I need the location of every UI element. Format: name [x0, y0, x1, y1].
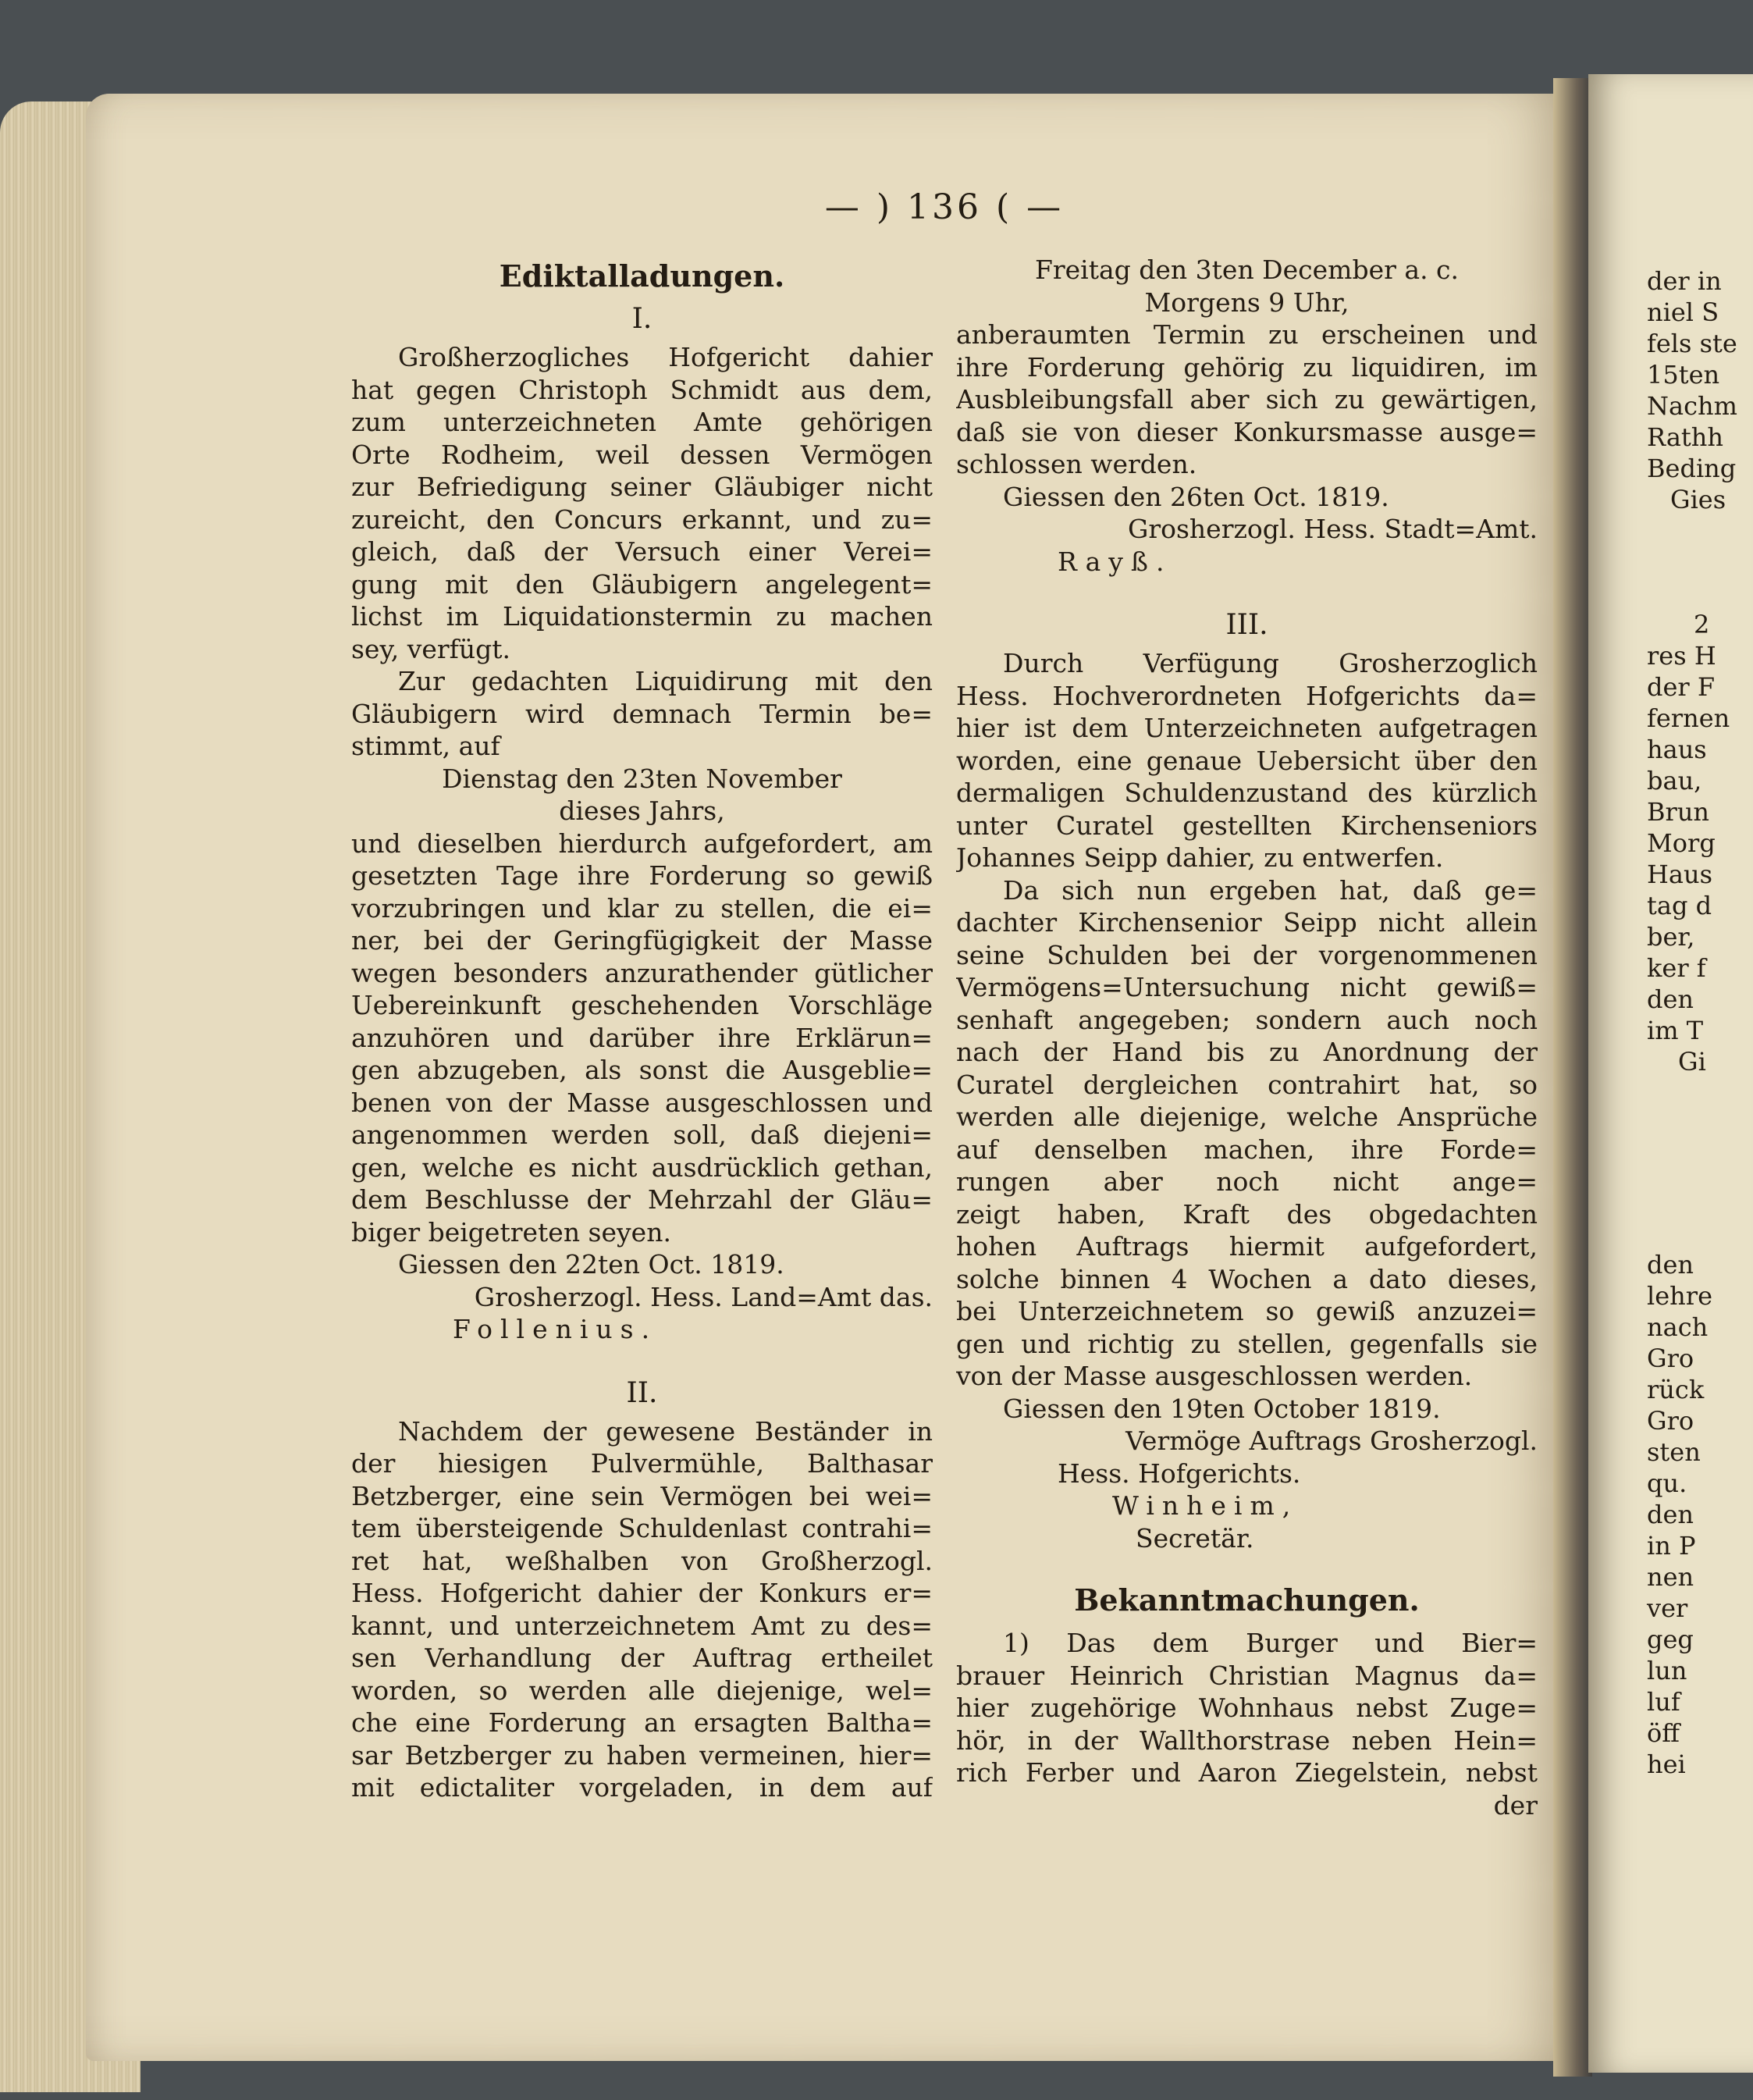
fragment-line: Haus — [1647, 860, 1713, 889]
text-line: gesetzten Tage ihre Forderung so gewiß — [351, 860, 933, 891]
fragment-line: nach — [1647, 1312, 1709, 1342]
text-line: rungen aber noch nicht ange= — [956, 1166, 1538, 1197]
fragment-line: der F — [1647, 672, 1716, 702]
fragment-line: fernen — [1647, 703, 1730, 733]
section-number-2: II. — [626, 1376, 658, 1409]
text-line: hier ist dem Unterzeichneten aufgetragen — [956, 713, 1538, 743]
text-line: sen Verhandlung der Auftrag ertheilet — [351, 1643, 933, 1673]
fragment-line: rück — [1647, 1375, 1705, 1404]
text-line: worden, so werden alle diejenige, wel= — [351, 1675, 933, 1706]
text-line: dachter Kirchensenior Seipp nicht allein — [956, 907, 1538, 938]
authority-line: Grosherzogl. Hess. Land=Amt das. — [474, 1281, 933, 1312]
signature-line: Follenius. — [453, 1314, 658, 1344]
fragment-line: Gro — [1647, 1344, 1694, 1373]
section-number-1: I. — [631, 303, 652, 335]
text-line: dem Beschlusse der Mehrzahl der Gläu= — [351, 1184, 933, 1215]
text-line: schlossen werden. — [956, 449, 1197, 479]
right-column — [956, 254, 1538, 1821]
signature-title: Secretär. — [1136, 1522, 1254, 1554]
text-line: Da sich nun ergeben hat, daß ge= — [1003, 874, 1538, 906]
text-line: Uebereinkunft geschehenden Vorschläge — [351, 990, 933, 1020]
catchword: der — [1493, 1789, 1538, 1821]
text-line: sey, verfügt. — [351, 633, 510, 664]
date-place-line: Giessen den 22ten Oct. 1819. — [398, 1249, 784, 1280]
date-place-line: Giessen den 26ten Oct. 1819. — [1003, 481, 1389, 512]
page-number: — ) 136 ( — — [824, 187, 1065, 227]
text-line: dermaligen Schuldenzustand des kürzlich — [956, 778, 1538, 808]
fragment-line: nen — [1647, 1562, 1694, 1592]
text-line: wegen besonders anzurathender gütlicher — [351, 957, 933, 988]
fragment-line: Gies — [1670, 485, 1726, 514]
fragment-line: Beding — [1647, 454, 1737, 483]
text-line: 1) Das dem Burger und Bier= — [1003, 1628, 1538, 1658]
fragment-line: den — [1647, 984, 1694, 1014]
section-2-continuation — [956, 254, 1538, 578]
section-3-text — [956, 647, 1538, 1554]
book-gutter — [1553, 78, 1592, 2077]
next-page-fragment-middle — [1647, 609, 1753, 1077]
text-line: zur Befriedigung seiner Gläubiger nicht — [351, 472, 933, 502]
text-line: gen und richtig zu stellen, gegenfalls sie — [956, 1328, 1538, 1359]
text-line: gen, welche es nicht ausdrücklich gethan, — [351, 1151, 933, 1183]
text-line: che eine Forderung an ersagten Baltha= — [351, 1707, 933, 1738]
text-line: angenommen werden soll, daß diejeni= — [351, 1119, 933, 1150]
fragment-line: haus — [1647, 735, 1707, 764]
fragment-line: fels ste — [1647, 329, 1737, 358]
fragment-line: in P — [1647, 1531, 1696, 1561]
text-line: senhaft angegeben; sondern auch noch — [956, 1004, 1538, 1035]
fragment-line: bau, — [1647, 766, 1702, 796]
signature-line: Winheim, — [1112, 1490, 1299, 1521]
section-number-3: III. — [1225, 609, 1268, 641]
fragment-line: tag d — [1647, 891, 1712, 920]
fragment-line: ker f — [1647, 953, 1706, 983]
fragment-line: Nachm — [1647, 391, 1737, 421]
fragment-line: sten — [1647, 1437, 1701, 1467]
heading-bekanntmachungen: Bekanntmachungen. — [1074, 1582, 1420, 1618]
text-line: mit edictaliter vorgeladen, in dem auf — [351, 1772, 933, 1803]
fragment-line: res H — [1647, 641, 1716, 671]
section-2-text — [351, 1415, 933, 1804]
text-line: anzuhören und darüber ihre Erklärun= — [351, 1022, 933, 1053]
fragment-line: ver — [1647, 1593, 1688, 1623]
text-line: seine Schulden bei der vorgenommenen — [956, 939, 1538, 970]
text-line: zum unterzeichneten Amte gehörigen — [351, 407, 933, 437]
fragment-line: den — [1647, 1500, 1694, 1529]
date-place-line: Giessen den 19ten October 1819. — [1003, 1393, 1441, 1424]
fragment-line: niel S — [1647, 297, 1719, 327]
text-line: bei Unterzeichnetem so gewiß anzuzei= — [956, 1296, 1538, 1326]
text-line: lichst im Liquidationstermin zu machen — [351, 601, 933, 632]
text-line: Durch Verfügung Grosherzoglich — [1003, 648, 1538, 678]
date-line: Dienstag den 23ten November — [442, 763, 842, 794]
text-line: Gläubigern wird demnach Termin be= — [351, 698, 933, 729]
text-line: daß sie von dieser Konkursmasse ausge= — [956, 416, 1538, 447]
text-line: tem übersteigende Schuldenlast contrahi= — [351, 1513, 933, 1543]
fragment-line: Gi — [1678, 1047, 1706, 1077]
fragment-line: im T — [1647, 1016, 1704, 1045]
text-line: ret hat, weßhalben von Großherzogl. — [351, 1545, 933, 1576]
text-line: von der Masse ausgeschlossen werden. — [956, 1361, 1473, 1391]
text-line: zureicht, den Concurs erkannt, und zu= — [351, 504, 933, 535]
text-line: nach der Hand bis zu Anordnung der — [956, 1037, 1538, 1067]
date-line: Freitag den 3ten December a. c. — [1034, 254, 1460, 285]
fragment-line: 2 — [1694, 610, 1710, 639]
text-line: Hess. Hochverordneten Hofgerichts da= — [956, 680, 1538, 711]
signature-line: Rayß. — [1058, 546, 1172, 577]
announcement-1-text — [956, 1627, 1538, 1821]
fragment-line: hei — [1647, 1749, 1686, 1779]
fragment-line: lehre — [1647, 1281, 1713, 1311]
text-line: ihre Forderung gehörig zu liquidiren, im — [956, 351, 1538, 383]
next-page-fragment-top — [1647, 265, 1753, 515]
authority-line: Hess. Hofgerichts. — [1058, 1458, 1301, 1489]
fragment-line: Morg — [1647, 828, 1716, 858]
text-line: gen abzugeben, als sonst die Ausgeblie= — [351, 1055, 933, 1085]
text-line: Vermögens=Untersuchung nicht gewiß= — [956, 972, 1538, 1002]
fragment-line: den — [1647, 1250, 1694, 1280]
fragment-line: Brun — [1647, 797, 1710, 827]
text-line: gleich, daß der Versuch einer Verei= — [351, 536, 933, 567]
text-line: werden alle diejenige, welche Ansprüche — [956, 1102, 1538, 1132]
text-line: stimmt, auf — [351, 731, 500, 761]
text-line: hör, in der Wallthorstrase neben Hein= — [956, 1724, 1538, 1756]
text-line: Johannes Seipp dahier, zu entwerfen. — [956, 842, 1444, 873]
fragment-line: Gro — [1647, 1406, 1694, 1436]
fragment-line: der in — [1647, 266, 1722, 296]
fragment-line: lun — [1647, 1656, 1687, 1685]
text-line: biger beigetreten seyen. — [351, 1216, 671, 1248]
text-line: unter Curatel gestellten Kirchenseniors — [956, 810, 1538, 841]
text-line: hat gegen Christoph Schmidt aus dem, — [351, 374, 933, 405]
fragment-line: geg — [1647, 1625, 1694, 1654]
text-line: anberaumten Termin zu erscheinen und — [956, 319, 1538, 350]
date-line: dieses Jahrs, — [559, 796, 725, 826]
text-line: auf denselben machen, ihre Forde= — [956, 1134, 1538, 1165]
text-line: hier zugehörige Wohnhaus nebst Zuge= — [956, 1692, 1538, 1723]
authority-line: Grosherzogl. Hess. Stadt=Amt. — [1127, 514, 1538, 544]
text-line: Hess. Hofgericht dahier der Konkurs er= — [351, 1578, 933, 1608]
text-line: Orte Rodheim, weil dessen Vermögen — [351, 439, 933, 470]
text-line: ner, bei der Geringfügigkeit der Masse — [351, 925, 933, 956]
text-line: benen von der Masse ausgeschlossen und — [351, 1087, 933, 1118]
text-line: der hiesigen Pulvermühle, Balthasar — [351, 1448, 933, 1479]
text-line: hohen Auftrags hiermit aufgefordert, — [956, 1231, 1538, 1262]
text-line: Ausbleibungsfall aber sich zu gewärtigen, — [956, 384, 1538, 415]
text-line: solche binnen 4 Wochen a dato dieses, — [956, 1263, 1538, 1294]
text-line: Betzberger, eine sein Vermögen bei wei= — [351, 1480, 933, 1511]
text-line: brauer Heinrich Christian Magnus da= — [956, 1660, 1538, 1691]
fragment-line: qu. — [1647, 1468, 1687, 1498]
fragment-line: Rathh — [1647, 422, 1723, 452]
text-line: kannt, und unterzeichnetem Amt zu des= — [351, 1610, 933, 1641]
text-line: Großherzogliches Hofgericht dahier — [398, 342, 933, 372]
fragment-line: 15ten — [1647, 360, 1720, 390]
text-line: worden, eine genaue Uebersicht über den — [956, 745, 1538, 776]
text-line: Curatel dergleichen contrahirt hat, so — [956, 1069, 1538, 1100]
text-line: gung mit den Gläubigern angelegent= — [351, 568, 933, 600]
fragment-line: öff — [1647, 1718, 1680, 1748]
heading-ediktalladungen: Ediktalladungen. — [499, 258, 785, 294]
fragment-line: luf — [1647, 1687, 1680, 1717]
left-column — [351, 254, 933, 1804]
text-line: rich Ferber und Aaron Ziegelstein, nebst — [956, 1757, 1538, 1788]
text-line: vorzubringen und klar zu stellen, die ei= — [351, 892, 933, 924]
text-line: sar Betzberger zu haben vermeinen, hier= — [351, 1739, 933, 1771]
text-line: zeigt haben, Kraft des obgedachten — [956, 1198, 1538, 1230]
text-line: Nachdem der gewesene Beständer in — [398, 1415, 933, 1447]
text-line: Zur gedachten Liquidirung mit den — [398, 666, 933, 696]
authority-line: Vermöge Auftrags Grosherzogl. — [1125, 1426, 1538, 1456]
next-page-fragment-bottom — [1647, 1249, 1753, 1780]
date-line: Morgens 9 Uhr, — [1144, 287, 1349, 318]
text-line: und dieselben hierdurch aufgefordert, am — [351, 828, 933, 859]
section-1-text — [351, 341, 933, 1346]
fragment-line: ber, — [1647, 922, 1695, 952]
